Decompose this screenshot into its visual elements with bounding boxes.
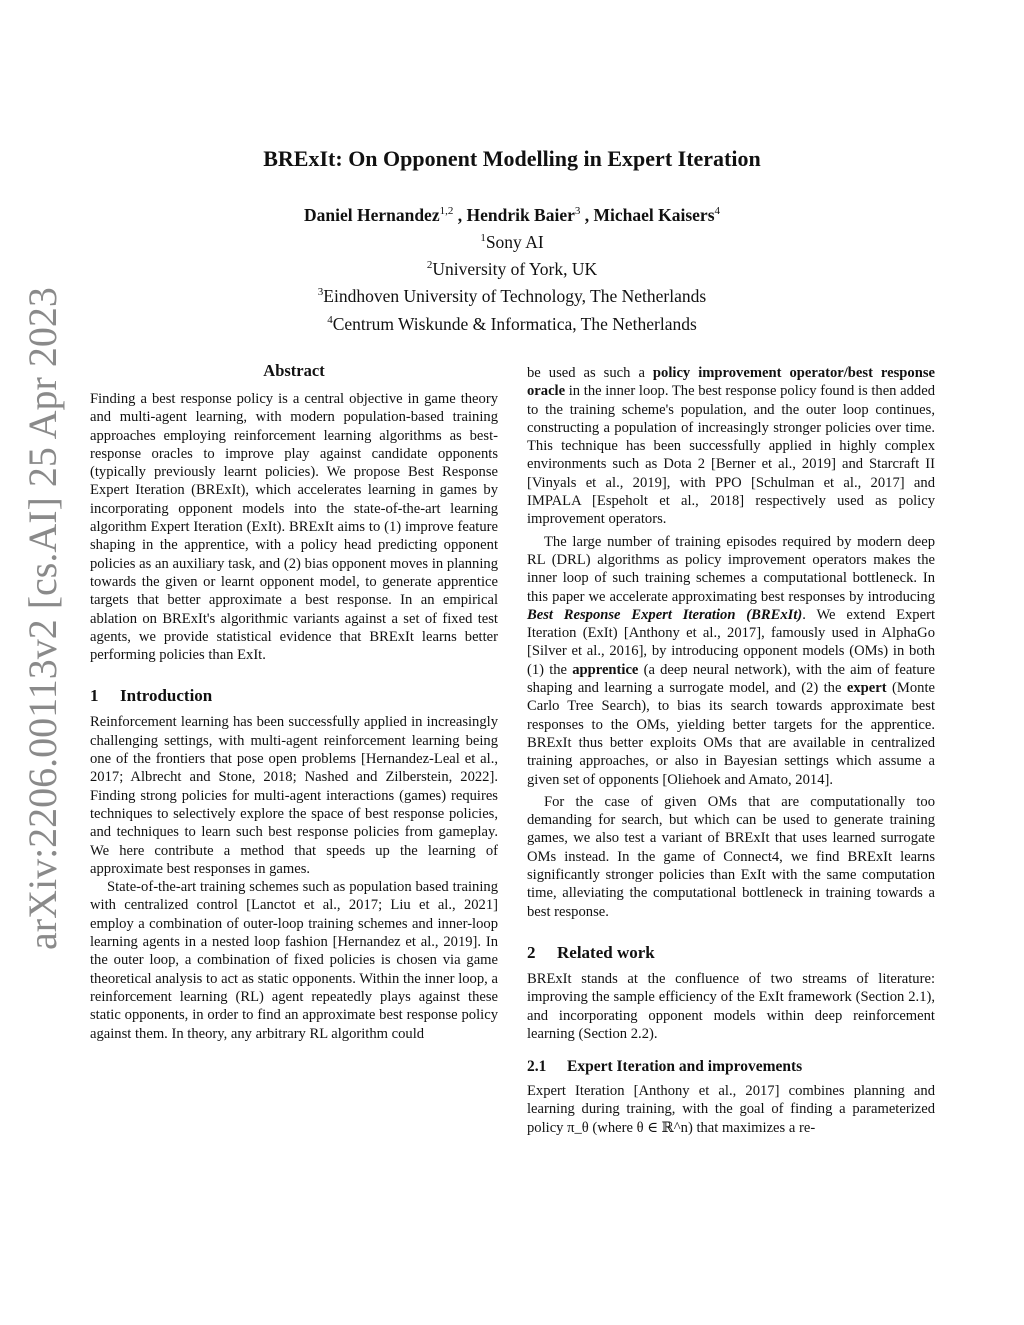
author-name: Michael Kaisers xyxy=(593,204,715,225)
author-name: Daniel Hernandez xyxy=(303,204,440,225)
author-affiliation-mark: 3 xyxy=(574,205,581,217)
arxiv-identifier[interactable]: arXiv:2206.00113v2 [cs.AI] 25 Apr 2023 xyxy=(20,287,65,950)
paragraph: Reinforcement learning has been successfully applied in increasingly challenging settings, with multi-agent reinforcement learning being one of the frontiers that pose open problems [Hernandez-Leal et al., 2017; Albrecht and Stone, 2018; Nashed and Zilberstein, 2022]. Finding strong policies for multi-agent interactions (games) requires techniques to selectively explore the space of best response policies, and techniques to learn such best response policies from gameplay. We here contribute a method that speeds up the learning of approximate best responses in games. xyxy=(90,714,498,877)
author-separator: , xyxy=(580,204,594,225)
section-heading-related-work: 2 Related work xyxy=(527,942,655,962)
affiliation: $^4$Centrum Wiskunde & Informatica, The Netherlands xyxy=(327,313,697,334)
paragraph: State-of-the-art training schemes such as population based training with centralized control [Lanctot et al., 2017; Liu et al., 2021] employ a combination of outer-loop training schemes and inner-loop learning agents in a nested loop fashion [Hernandez et al., 2019]. In the outer loop, a combination of fixed policies is chosen via game theoretical analysis to act as static opponents. Within the inner loop, a reinforcement learning (RL) agent repeatedly plays against these static opponents, in order to find an approximate best response policy against them. In theory, any arbitrary RL algorithm could xyxy=(90,879,498,1042)
affiliation: $^2$University of York, UK xyxy=(426,259,598,280)
author-affiliation-mark: 4 xyxy=(714,205,721,217)
subsection-heading-expert-iteration: 2.1 Expert Iteration and improvements xyxy=(527,1058,803,1076)
author-affiliation-mark: 1,2 xyxy=(439,205,454,217)
paragraph: For the case of given OMs that are computationally too demanding for search, but which can be used to generate training games, we also test a variant of BRExIt that uses learned surrogate OMs instead. In the game of Connect4, we find BRExIt learns significantly stronger policies than ExIt with the same computation time, alleviating the computational bottleneck in training towards a best response. xyxy=(527,793,935,920)
abstract-text: Finding a best response policy is a central objective in game theory and multi-agent learning, with modern population-based training approaches employing reinforcement learning algorithms as best-response oracles to improve play against candidate opponents (typically previously learnt policies). We propose Best Response Expert Iteration (BRExIt), which accelerates learning in games by incorporating opponent models into the state-of-the-art learning algorithm Expert Iteration (ExIt). BRExIt aims to (1) improve feature shaping in the apprentice, with a policy head predicting opponent policies as an auxiliary task, and (2) bias opponent moves in planning towards the given or learnt opponent model, to generate apprentice targets that better approximate a best response. In an empirical ablation on BRExIt's algorithmic variants against a set of fixed test agents, we provide statistical evidence that BRExIt learns better performing policies than ExIt. xyxy=(90,391,498,664)
paragraph: BRExIt stands at the confluence of two streams of literature: improving the sample efficiency of the ExIt framework (Section 2.1), and incorporating opponent models within deep reinforcement learning (Section 2.2). xyxy=(527,970,935,1042)
affiliation-list xyxy=(0,227,1024,336)
left-column xyxy=(90,360,498,1043)
section-heading-introduction: 1 Introduction xyxy=(90,686,213,706)
right-column xyxy=(527,364,935,1137)
affiliation: $^3$Eindhoven University of Technology, The Netherlands xyxy=(317,286,707,307)
affiliation: $^1$Sony AI xyxy=(480,231,544,252)
paragraph: The large number of training episodes required by modern deep RL (DRL) algorithms as policy improvement operators makes the inner loop of such training schemes a computational bottleneck. In this paper we accelerate approximating best responses by introducing Best Response Expert Iteration (BRExIt). We extend Expert Iteration (ExIt) [Anthony et al., 2017], famously used in AlphaGo [Silver et al., 2016], by introducing opponent models (OMs) in both (1) the apprentice (a deep neural network), with the aim of feature shaping and learning a surrogate model, and (2) the expert (Monte Carlo Tree Search), to bias its search towards approximate best responses to the OMs, yielding better targets for the apprentice. BRExIt thus better exploits OMs that are available in centralized training approaches, or also in Bayesian settings which assume a given set of opponents [Oliehoek and Amato, 2014]. xyxy=(527,533,935,788)
abstract-heading: Abstract xyxy=(263,361,325,380)
paper-title: BRExIt: On Opponent Modelling in Expert Iteration xyxy=(263,146,761,171)
paragraph: Expert Iteration [Anthony et al., 2017] combines planning and learning during training, with the goal of finding a parameterized policy π_θ (where θ ∈ ℝ^n) that maximizes a re- xyxy=(527,1083,935,1136)
author-name: Hendrik Baier xyxy=(466,204,575,225)
author-separator: , xyxy=(453,204,467,225)
paragraph: be used as such a policy improvement operator/best response oracle in the inner loop. The best response policy found is then added to the training scheme's population, and the outer loop continues, constructing a population of increasingly stronger policies over time. This technique has been successfully applied in highly complex environments such as Dota 2 [Berner et al., 2019] and Starcraft II [Vinyals et al., 2019], with PPO [Schulman et al., 2017] and IMPALA [Espeholt et al., 2018] respectively used as policy improvement operators. xyxy=(527,365,935,528)
author-list xyxy=(0,198,1024,228)
